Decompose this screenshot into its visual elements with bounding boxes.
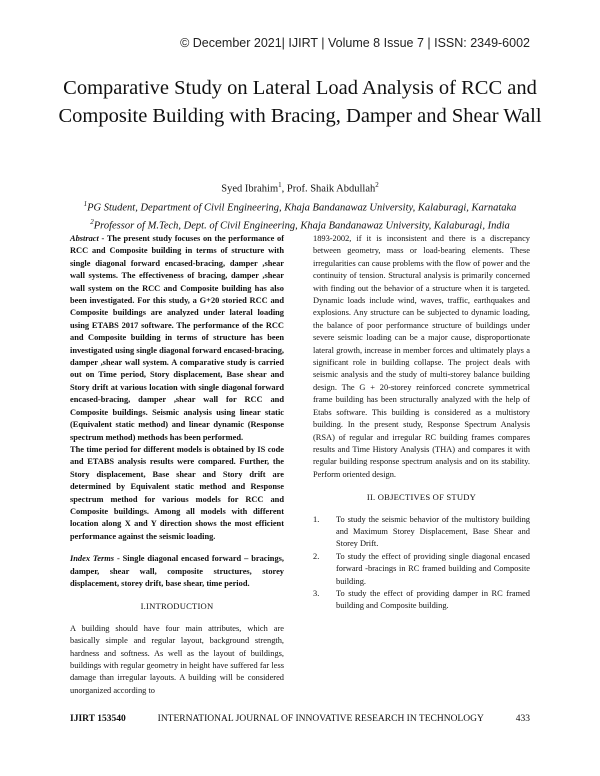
list-item: 3. To study the effect of providing damper in RC framed building and Composite building.: [313, 588, 530, 611]
abstract: Abstract - The present study focuses on the performance of RCC and Composite building in terms of structure with single diagonal forward encased-bracing, damper ,shear wall systems. The effectiveness of bracing, damper ,shear wall system on the RCC and Composite building has also been investigated. For this study, a G+20 storied RCC and Composite buildings are analyzed under lateral loading using ETABS 2017 software. The performance of the RCC and Composite building in terms of structure has been investigated using single diagonal forward encased-bracing, damper ,shear wall system. A comparative study is carried out on Time period, Story displacement, Base shear and Story drift at various location with single diagonal forward encased-bracing, damper ,shear wall for RCC and Composite buildings. Seismic analysis using linear static (Equivalent static method) and linear dynamic (Response spectrum method) methods has been performed.: [70, 234, 284, 442]
introduction-text: A building should have four main attributes, which are basically simple and regular layout, background strength, hardness and softness. As well as the layout of buildings, buildings with regular geometry in height have suffered far less damage than irregular layouts. A building will be considered unorganized according to: [70, 623, 284, 695]
affiliation-1: $^1$PG Student, Department of Civil Engineering, Khaja Bandanawaz University, Kalaburagi, Karnataka: [83, 199, 517, 213]
page-header: © December 2021| IJIRT | Volume 8 Issue 7 | ISSN: 2349-6002: [180, 36, 530, 50]
objectives-list: [313, 514, 530, 613]
introduction-heading: I.INTRODUCTION: [140, 601, 214, 612]
intro-continued-text: 1893-2002, if it is inconsistent and there is a discrepancy between geometry, mass or load-bearing elements. These irregularities can cause problems with the flow of power and the continuity of tension. Structural analysis is primarily concerned with finding out the behavior of a structure when it is targeted. Dynamic loads include wind, waves, traffic, earthquakes and explosions. Any structure can be subjected to dynamic loading, the balance of poor performance structure of buildings under severe seismic loading can be a major cause, disproportionate lateral growth, increase in member forces and ultimately plays a significant role in building collapse. The project deals with seismic analysis and the study of multi-storey balance building design. The G + 20-storey reinforced concrete symmetrical frame building has been structurally analyzed with the help of Etabs software. This building is considered as a multistory building. In the present study, Response Spectrum Analysis (RSA) of regular and irregular RC building frames compares results and Time History Analysis (THA) and compares it with regular building response spectrum analysis and on its stability. Perform oriented design.: [313, 234, 530, 479]
footer-paper-id: IJIRT 153540: [70, 714, 126, 724]
authors-block: [40, 178, 560, 234]
author-names: Syed Ibrahim$^1$, Prof. Shaik Abdullah$^2$: [221, 181, 379, 195]
objectives-heading: II. OBJECTIVES OF STUDY: [366, 492, 477, 503]
footer-journal: INTERNATIONAL JOURNAL OF INNOVATIVE RESEARCH IN TECHNOLOGY: [157, 714, 484, 724]
index-terms: Index Terms - Single diagonal encased forward – bracings, damper, shear wall, composite structures, storey displacement, storey drift, base shear, time period.: [70, 554, 285, 588]
paper-title: Comparative Study on Lateral Load Analysis of RCC and Composite Building with Bracing, Damper and Shear Wall: [58, 77, 542, 127]
affiliation-2: $^2$Professor of M.Tech, Dept. of Civil Engineering, Khaja Bandanawaz University, Kalaburagi, India: [90, 218, 510, 232]
page-footer: [70, 714, 530, 724]
abstract-continued: The time period for different models is obtained by IS code and ETABS analysis results were compared. Further, the Story displacement, Base shear and Story drift are determined by Equivalent static method and Response spectrum method for various models for RCC and Composite buildings. Among all models with different location along X and Y direction shows the most efficient performance against the seismic loading.: [70, 444, 284, 541]
left-column: [70, 233, 284, 697]
list-item: 1. To study the seismic behavior of the multistory building and Maximum Storey Displacement, Base Shear and Storey Drift.: [313, 514, 530, 549]
footer-page-number: 433: [515, 714, 530, 724]
right-column: [313, 233, 530, 613]
list-item: 2. To study the effect of providing single diagonal encased forward -bracings in RC framed building and Composite building.: [313, 551, 530, 586]
